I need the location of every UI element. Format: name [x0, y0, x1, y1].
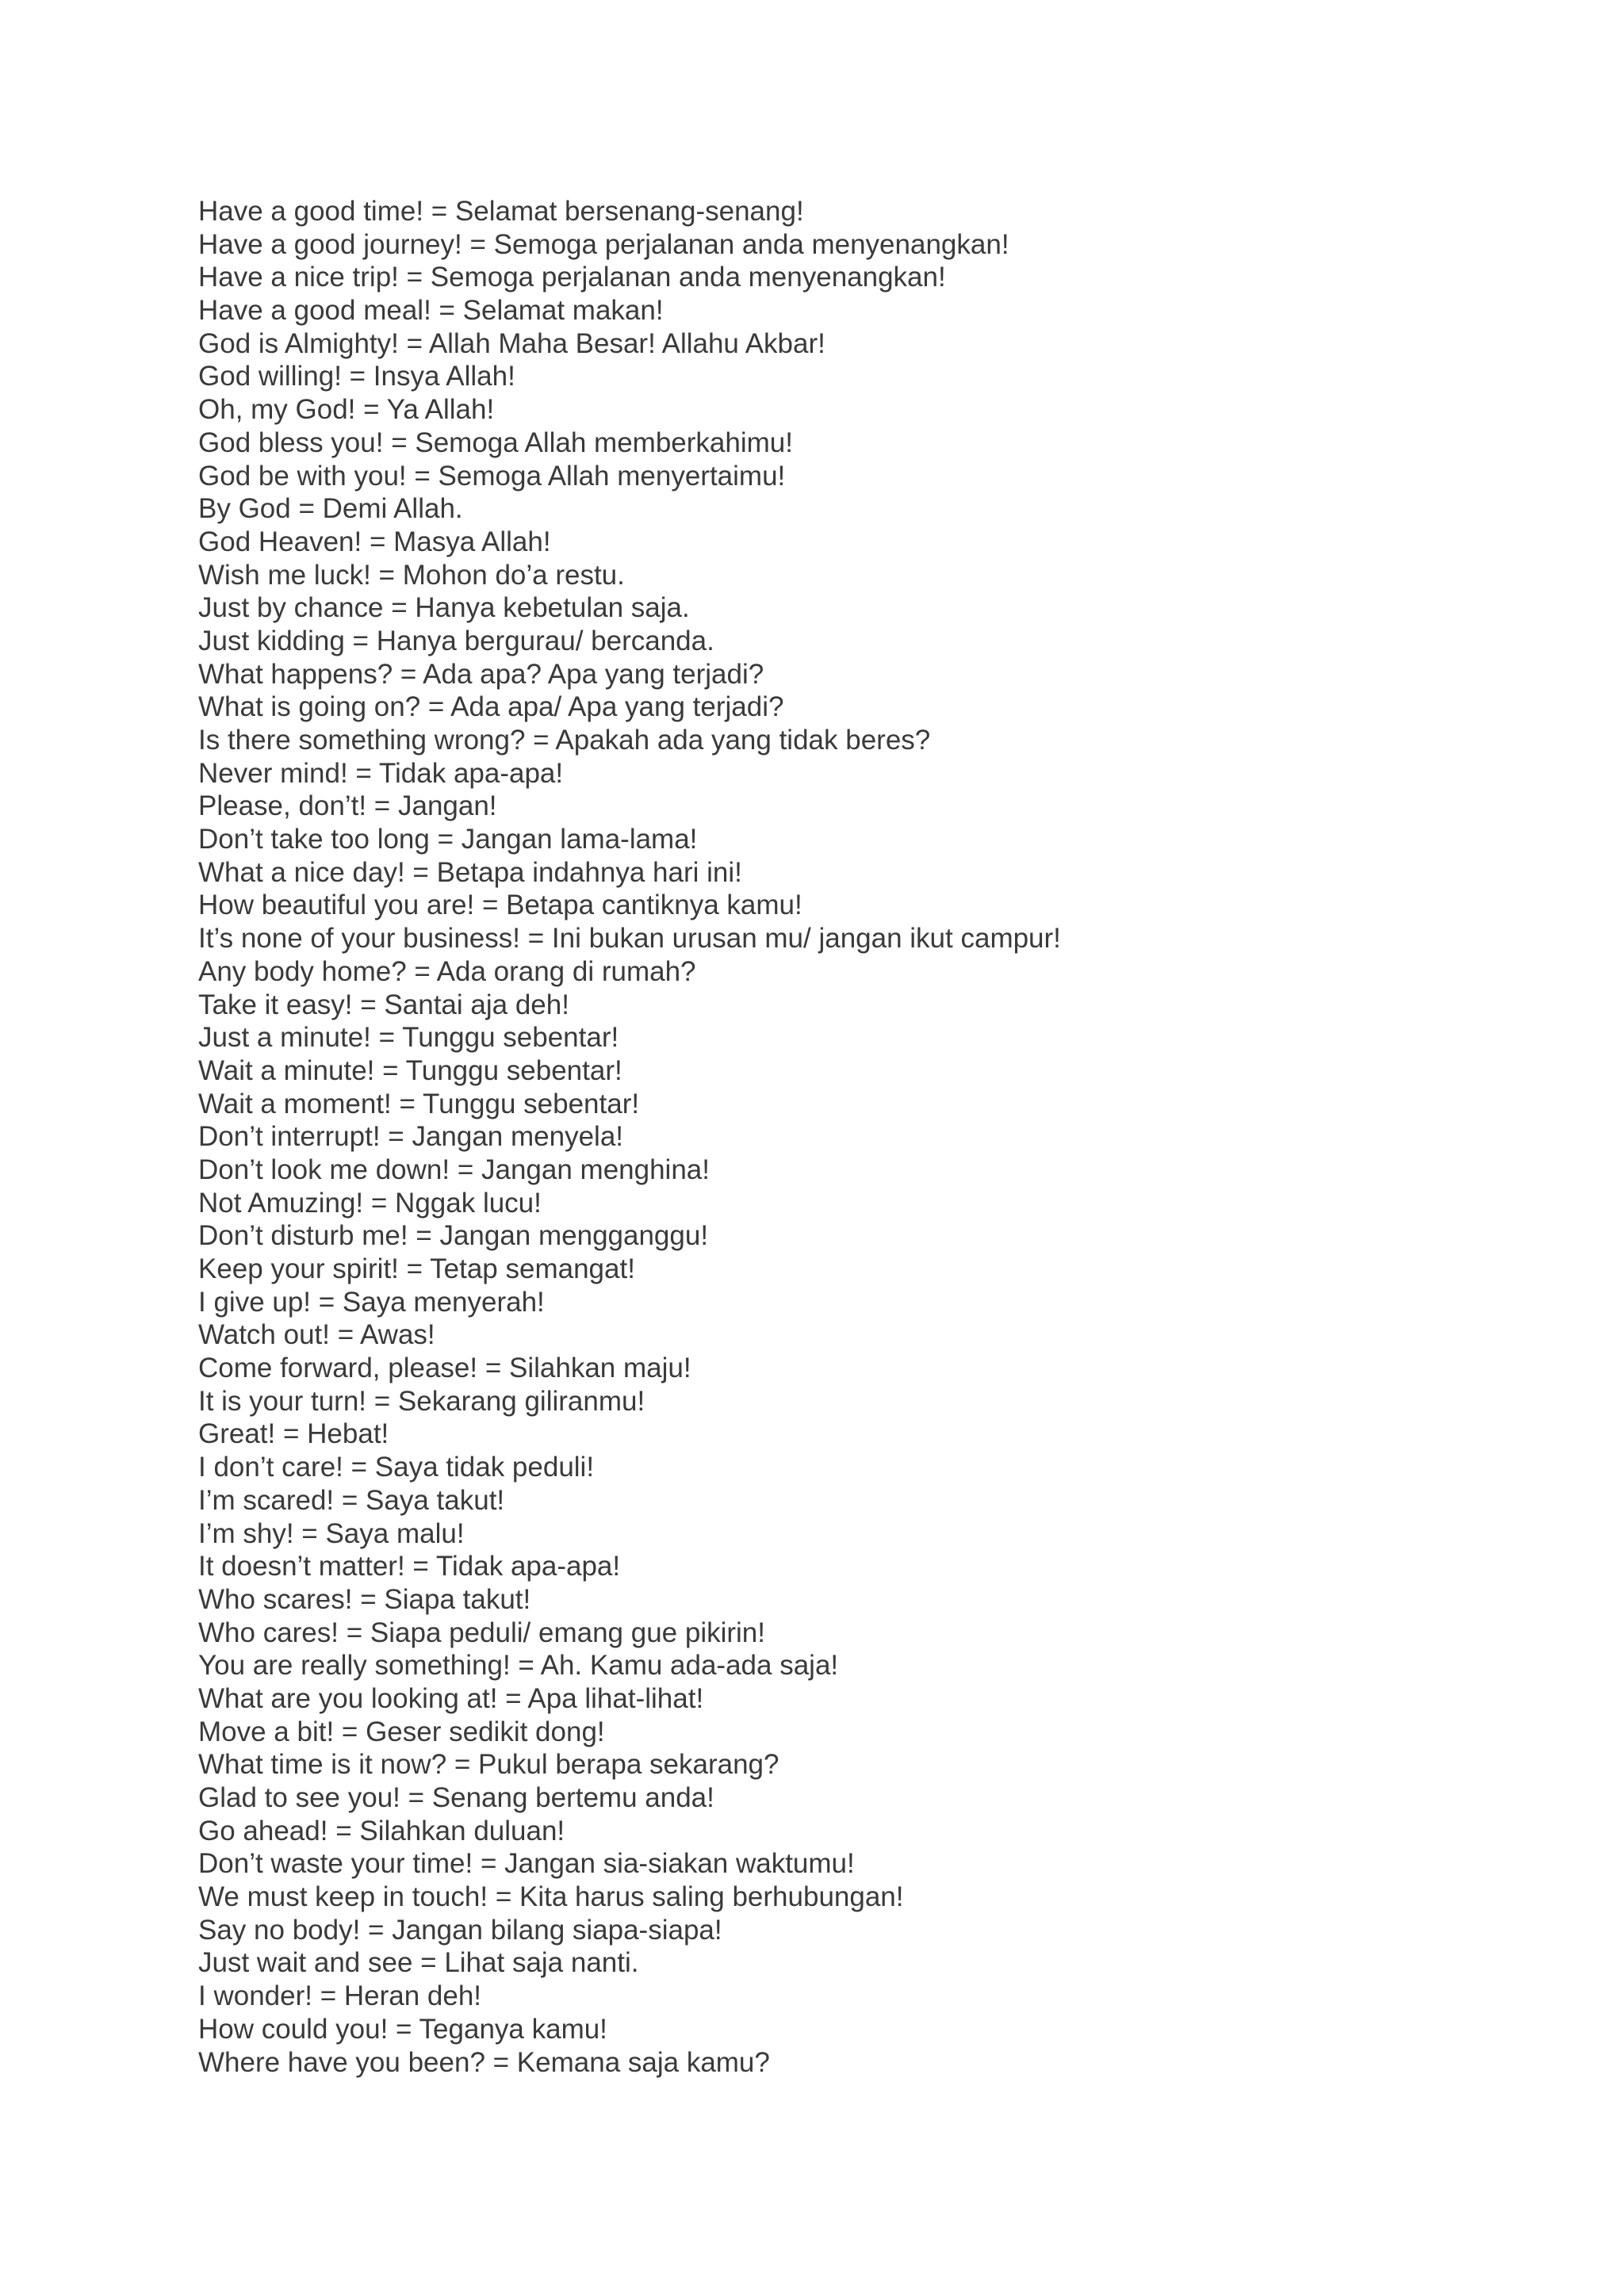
phrase-line: We must keep in touch! = Kita harus saling berhubungan!	[198, 1881, 904, 1913]
phrase-line: Who scares! = Siapa takut!	[198, 1583, 531, 1615]
phrase-line: Don’t look me down! = Jangan menghina!	[198, 1154, 710, 1185]
phrase-line: What time is it now? = Pukul berapa sekarang?	[198, 1749, 779, 1781]
phrase-line: I don’t care! = Saya tidak peduli!	[198, 1452, 595, 1483]
phrase-line: You are really something! = Ah. Kamu ada-ada saja!	[198, 1650, 839, 1682]
phrase-line: Say no body! = Jangan bilang siapa-siapa!	[198, 1914, 722, 1946]
phrase-line: I give up! = Saya menyerah!	[198, 1286, 545, 1318]
phrase-line: Wish me luck! = Mohon do’a restu.	[198, 559, 625, 591]
phrase-line: What a nice day! = Betapa indahnya hari ini!	[198, 856, 742, 888]
phrase-line: Keep your spirit! = Tetap semangat!	[198, 1253, 635, 1284]
phrase-line: Don’t waste your time! = Jangan sia-siakan waktumu!	[198, 1848, 855, 1880]
phrase-line: Have a nice trip! = Semoga perjalanan anda menyenangkan!	[198, 262, 946, 293]
phrase-line: Take it easy! = Santai aja deh!	[198, 989, 569, 1020]
phrase-line: Is there something wrong? = Apakah ada yang tidak beres?	[198, 725, 931, 756]
phrase-line: Where have you been? = Kemana saja kamu?	[198, 2046, 770, 2078]
phrase-line: What are you looking at! = Apa lihat-lihat!	[198, 1682, 704, 1714]
phrase-line: Just kidding = Hanya bergurau/ bercanda.	[198, 625, 714, 656]
phrase-line: Glad to see you! = Senang bertemu anda!	[198, 1782, 714, 1813]
phrase-line: Don’t interrupt! = Jangan menyela!	[198, 1121, 624, 1153]
phrase-line: I’m scared! = Saya takut!	[198, 1484, 505, 1516]
phrase-line: God Heaven! = Masya Allah!	[198, 526, 551, 557]
phrase-line: How could you! = Teganya kamu!	[198, 2013, 607, 2045]
phrase-line: Never mind! = Tidak apa-apa!	[198, 757, 564, 789]
phrase-line: I’m shy! = Saya malu!	[198, 1517, 465, 1549]
phrase-list	[198, 195, 1061, 2079]
phrase-line: Any body home? = Ada orang di rumah?	[198, 955, 696, 987]
phrase-line: How beautiful you are! = Betapa cantiknya kamu!	[198, 890, 802, 921]
phrase-line: Don’t disturb me! = Jangan mengganggu!	[198, 1220, 709, 1252]
phrase-line: Oh, my God! = Ya Allah!	[198, 394, 495, 426]
phrase-line: Wait a moment! = Tunggu sebentar!	[198, 1088, 640, 1119]
phrase-line: What is going on? = Ada apa/ Apa yang terjadi?	[198, 691, 784, 723]
phrase-line: Come forward, please! = Silahkan maju!	[198, 1353, 691, 1384]
phrase-line: God bless you! = Semoga Allah memberkahimu!	[198, 427, 793, 458]
phrase-line: Please, don’t! = Jangan!	[198, 790, 497, 822]
phrase-line: By God = Demi Allah.	[198, 493, 463, 525]
phrase-line: Not Amuzing! = Nggak lucu!	[198, 1187, 542, 1219]
phrase-line: It is your turn! = Sekarang giliranmu!	[198, 1385, 645, 1417]
phrase-line: God is Almighty! = Allah Maha Besar! Allahu Akbar!	[198, 327, 825, 359]
phrase-line: Move a bit! = Geser sedikit dong!	[198, 1716, 605, 1747]
phrase-line: Have a good journey! = Semoga perjalanan anda menyenangkan!	[198, 228, 1009, 260]
phrase-line: What happens? = Ada apa? Apa yang terjadi?	[198, 658, 764, 690]
phrase-line: Go ahead! = Silahkan duluan!	[198, 1815, 565, 1846]
phrase-line: Just by chance = Hanya kebetulan saja.	[198, 592, 690, 624]
phrase-line: It’s none of your business! = Ini bukan urusan mu/ jangan ikut campur!	[198, 923, 1061, 955]
phrase-line: Don’t take too long = Jangan lama-lama!	[198, 824, 698, 855]
phrase-line: Have a good time! = Selamat bersenang-senang!	[198, 196, 804, 227]
phrase-line: Just a minute! = Tunggu sebentar!	[198, 1022, 619, 1054]
phrase-line: God willing! = Insya Allah!	[198, 361, 515, 392]
phrase-line: I wonder! = Heran deh!	[198, 1980, 482, 2012]
phrase-line: Have a good meal! = Selamat makan!	[198, 295, 664, 327]
phrase-line: Just wait and see = Lihat saja nanti.	[198, 1947, 639, 1979]
phrase-line: Watch out! = Awas!	[198, 1319, 435, 1351]
phrase-line: It doesn’t matter! = Tidak apa-apa!	[198, 1551, 621, 1582]
phrase-line: Wait a minute! = Tunggu sebentar!	[198, 1054, 622, 1086]
phrase-line: Great! = Hebat!	[198, 1418, 389, 1450]
phrase-line: Who cares! = Siapa peduli/ emang gue pikirin!	[198, 1617, 765, 1648]
phrase-line: God be with you! = Semoga Allah menyertaimu!	[198, 460, 786, 492]
